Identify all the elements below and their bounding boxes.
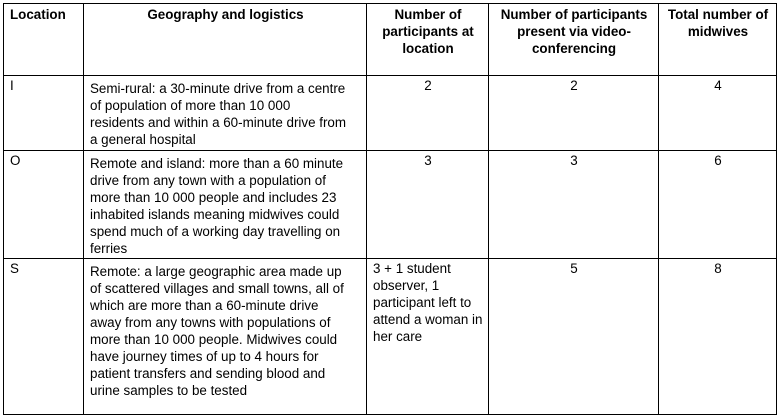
- header-participants-at-location: Number of participants at location: [367, 4, 489, 76]
- cell-geography: Remote: a large geographic area made up of scattered villages and small towns, all of which are more than a 60-minute drive away from any towns with populations of more than 10 000 people. Midwives could have journey times of up to 4 hours for patient transfers and sending blood and urine samples to be tested: [84, 259, 367, 415]
- cell-geography: Remote and island: more than a 60 minute drive from any town with a population of more than 10 000 people and includes 23 inhabited islands meaning midwives could spend much of a working day travelling on ferries: [84, 151, 367, 259]
- cell-participants-at-location: 3: [367, 151, 489, 259]
- table-row: [4, 151, 777, 259]
- table-row: [4, 259, 777, 415]
- cell-total-midwives: 6: [659, 151, 777, 259]
- cell-total-midwives: 4: [659, 76, 777, 151]
- cell-participants-video: 3: [489, 151, 659, 259]
- cell-location: S: [4, 259, 84, 415]
- cell-total-midwives: 8: [659, 259, 777, 415]
- cell-participants-video: 2: [489, 76, 659, 151]
- header-location: Location: [4, 4, 84, 76]
- cell-geography: Semi-rural: a 30-minute drive from a centre of population of more than 10 000 residents and within a 60-minute drive from a general hospital: [84, 76, 367, 151]
- header-total-midwives: Total number of midwives: [659, 4, 777, 76]
- table-header-row: [4, 4, 777, 76]
- midwives-location-table: [3, 3, 777, 415]
- cell-location: I: [4, 76, 84, 151]
- table-row: [4, 76, 777, 151]
- cell-participants-video: 5: [489, 259, 659, 415]
- cell-participants-at-location: 2: [367, 76, 489, 151]
- header-participants-video: Number of participants present via video-conferencing: [489, 4, 659, 76]
- cell-location: O: [4, 151, 84, 259]
- cell-participants-at-location: 3 + 1 student observer, 1 participant left to attend a woman in her care: [367, 259, 489, 415]
- header-geography: Geography and logistics: [84, 4, 367, 76]
